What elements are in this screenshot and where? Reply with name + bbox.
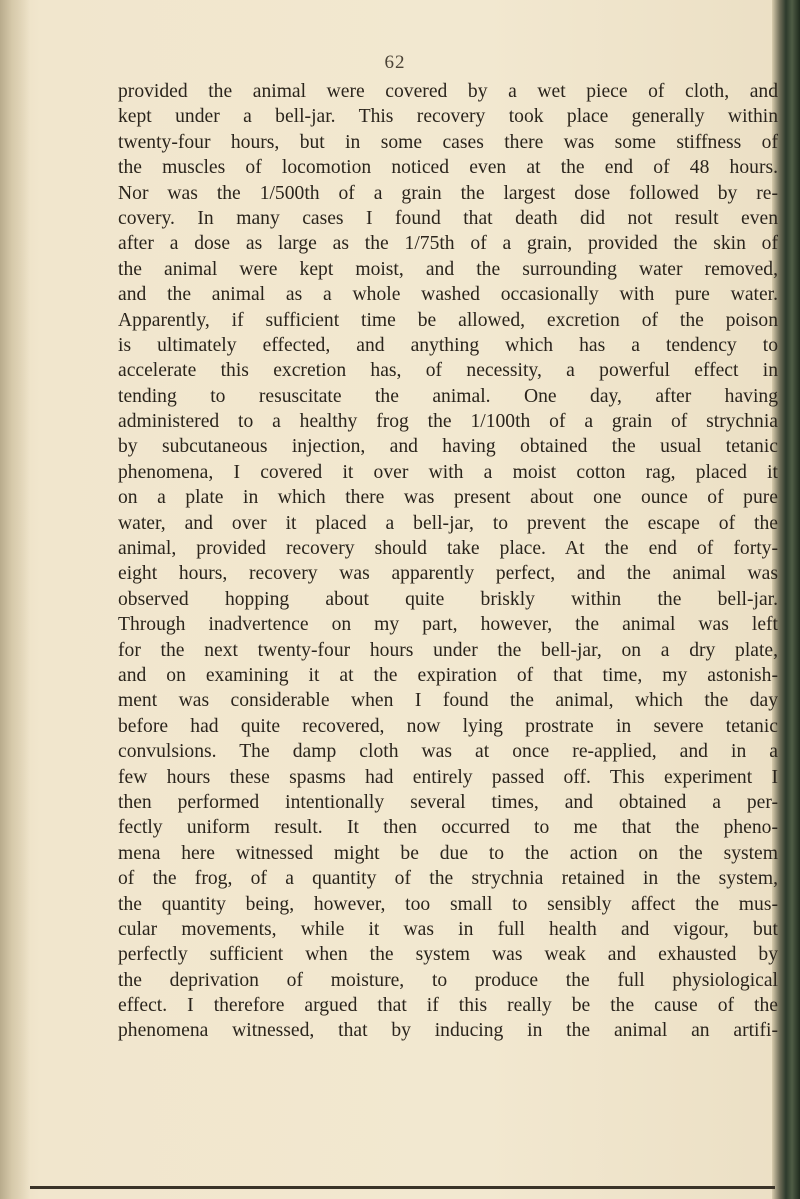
text-line: phenomena witnessed, that by inducing in the animal an artifi- — [118, 1020, 778, 1042]
text-line: after a dose as large as the 1/75th of a grain, provided the skin of — [118, 233, 778, 255]
text-line: Through inadvertence on my part, however, the animal was left — [118, 614, 778, 636]
text-line: for the next twenty-four hours under the bell-jar, on a dry plate, — [118, 639, 778, 661]
text-line: the deprivation of moisture, to produce the full physiological — [118, 969, 778, 991]
bottom-rule — [30, 1186, 775, 1189]
text-line: Nor was the 1/500th of a grain the largest dose followed by re- — [118, 182, 778, 204]
text-line: administered to a healthy frog the 1/100th of a grain of strychnia — [118, 411, 778, 433]
text-line: animal, provided recovery should take place. At the end of forty- — [118, 538, 778, 560]
text-line: the animal were kept moist, and the surrounding water removed, — [118, 258, 778, 280]
text-line: the muscles of locomotion noticed even at the end of 48 hours. — [118, 157, 778, 179]
text-line: is ultimately effected, and anything which has a tendency to — [118, 334, 778, 356]
text-line: on a plate in which there was present about one ounce of pure — [118, 487, 778, 509]
body-text — [118, 79, 778, 1044]
text-line: Apparently, if sufficient time be allowed, excretion of the poison — [118, 309, 778, 331]
text-line: kept under a bell-jar. This recovery took place generally within — [118, 106, 778, 128]
text-line: covery. In many cases I found that death did not result even — [118, 207, 778, 229]
text-line: observed hopping about quite briskly within the bell-jar. — [118, 588, 778, 610]
text-line: effect. I therefore argued that if this really be the cause of the — [118, 995, 778, 1017]
text-line: water, and over it placed a bell-jar, to prevent the escape of the — [118, 512, 778, 534]
text-line: few hours these spasms had entirely passed off. This experiment I — [118, 766, 778, 788]
text-line: tending to resuscitate the animal. One day, after having — [118, 385, 778, 407]
text-line: convulsions. The damp cloth was at once re-applied, and in a — [118, 741, 778, 763]
page-number: 62 — [384, 52, 406, 73]
page-left-edge — [0, 0, 30, 1199]
text-line: perfectly sufficient when the system was weak and exhausted by — [118, 944, 778, 966]
text-line: by subcutaneous injection, and having obtained the usual tetanic — [118, 436, 778, 458]
text-line: then performed intentionally several times, and obtained a per- — [118, 791, 778, 813]
text-line: provided the animal were covered by a wet piece of cloth, and — [118, 81, 778, 102]
text-line: and the animal as a whole washed occasionally with pure water. — [118, 284, 778, 306]
text-line: mena here witnessed might be due to the action on the system — [118, 842, 778, 864]
text-line: eight hours, recovery was apparently perfect, and the animal was — [118, 563, 778, 585]
text-line: and on examining it at the expiration of that time, my astonish- — [118, 664, 778, 686]
text-line: the quantity being, however, too small to sensibly affect the mus- — [118, 893, 778, 915]
text-line: accelerate this excretion has, of necessity, a powerful effect in — [118, 360, 778, 382]
text-line: cular movements, while it was in full health and vigour, but — [118, 918, 778, 940]
text-line: fectly uniform result. It then occurred to me that the pheno- — [118, 817, 778, 839]
text-line: before had quite recovered, now lying prostrate in severe tetanic — [118, 715, 778, 737]
text-line: phenomena, I covered it over with a moist cotton rag, placed it — [118, 461, 778, 483]
text-line: of the frog, of a quantity of the strychnia retained in the system, — [118, 868, 778, 890]
text-line: twenty-four hours, but in some cases there was some stiffness of — [118, 131, 778, 153]
text-line: ment was considerable when I found the animal, which the day — [118, 690, 778, 712]
